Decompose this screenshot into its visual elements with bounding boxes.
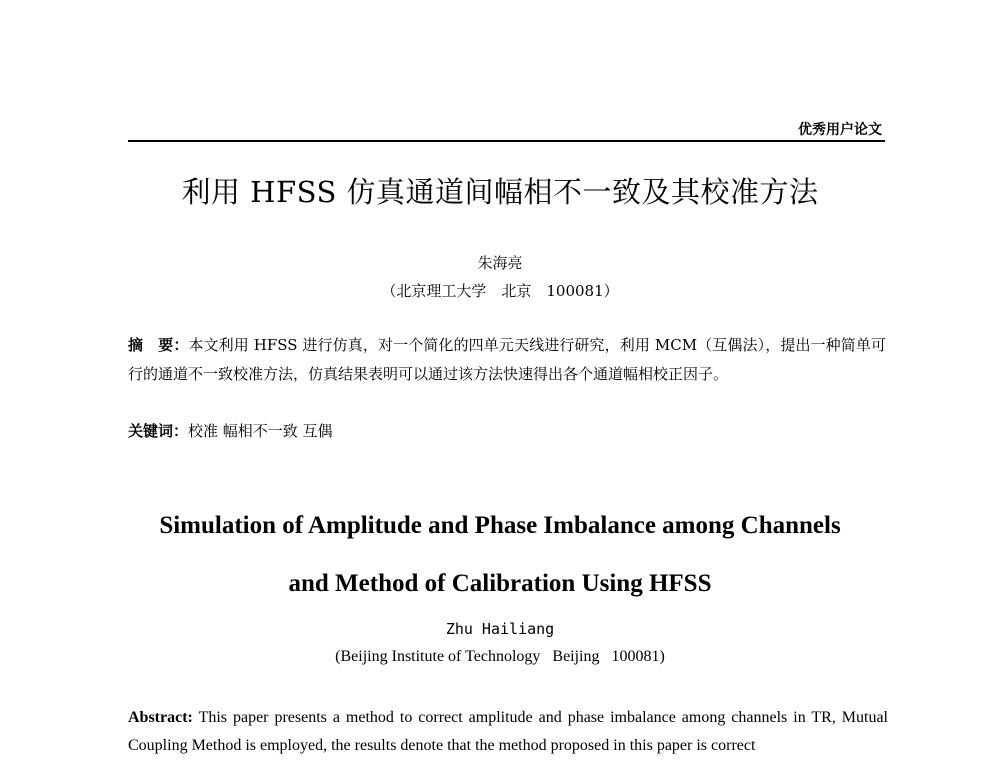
chinese-affiliation: （北京理工大学 北京 100081）: [381, 282, 619, 300]
chinese-abstract-text: 本文利用 HFSS 进行仿真，对一个简化的四单元天线进行研究，利用 MCM（互偶法），提出一种简单可行的通道不一致校准方法，仿真结果表明可以通过该方法快速得出各个通道幅相校正因子。: [128, 336, 886, 383]
english-title-line-2: and Method of Calibration Using HFSS: [288, 570, 712, 597]
english-author: Zhu Hailiang: [445, 620, 555, 638]
english-affiliation: (Beijing Institute of Technology Beijing 100081): [335, 648, 665, 665]
header-rule: [128, 140, 885, 142]
chinese-keywords-text: 校准 幅相不一致 互偶: [188, 422, 333, 440]
chinese-keywords: [128, 420, 333, 441]
chinese-title: 利用 HFSS 仿真通道间幅相不一致及其校准方法: [181, 175, 819, 209]
chinese-keywords-label: 关键词：: [128, 422, 189, 440]
chinese-author: 朱海亮: [477, 254, 523, 272]
chinese-abstract: [128, 331, 886, 389]
english-abstract: [128, 704, 888, 760]
english-title-line-1: Simulation of Amplitude and Phase Imbalance among Channels: [159, 512, 841, 539]
chinese-abstract-label: 摘 要：: [128, 336, 189, 354]
english-abstract-label: Abstract:: [128, 709, 193, 726]
english-abstract-text: This paper presents a method to correct amplitude and phase imbalance among channels in TR, Mutual Coupling Method is employed, the results denote that the method proposed in this paper is correct: [128, 709, 889, 754]
journal-column-label: 优秀用户论文: [798, 122, 882, 138]
